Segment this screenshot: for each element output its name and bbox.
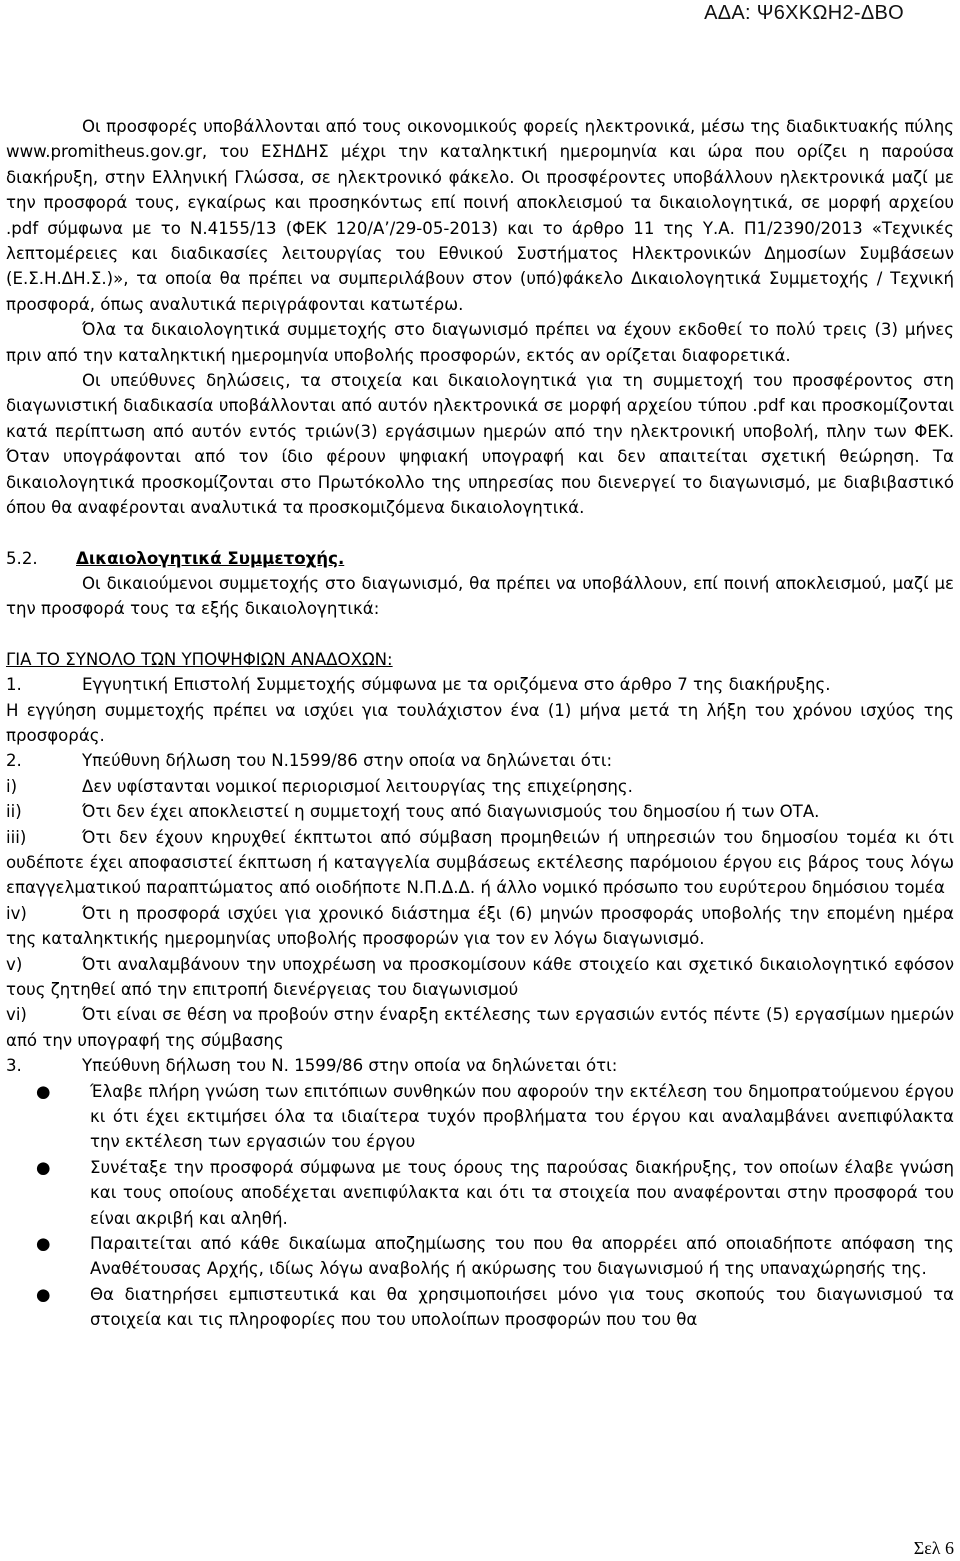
roman-item-v (6, 952, 954, 1003)
roman-label: iii) (6, 827, 27, 847)
spacer (6, 622, 954, 647)
bullet-text: Θα διατηρήσει εμπιστευτικά και θα χρησιμοποιήσει μόνο για τους σκοπούς του διαγωνισμού τα στοιχεία και τις πληροφορίες που του υπολοίπων προσφορών που του θα (90, 1284, 954, 1330)
numbered-item-2 (6, 748, 954, 773)
bullet-icon: ● (36, 1081, 51, 1101)
roman-item-i (6, 774, 954, 799)
bullet-item (6, 1231, 954, 1282)
item-text: Υπεύθυνη δήλωση του Ν. 1599/86 στην οποία να δηλώνεται ότι: (82, 1056, 618, 1076)
roman-label: i) (6, 776, 18, 796)
document-ada-code: ΑΔΑ: Ψ6ΧΚΩΗ2-ΔΒΟ (704, 2, 904, 24)
roman-item-vi (6, 1002, 954, 1053)
paragraph-validity: Όλα τα δικαιολογητικά συμμετοχής στο διαγωνισμό πρέπει να έχουν εκδοθεί το πολύ τρεις (3) μήνες πριν από την καταληκτική ημερομηνία υποβολής προσφορών, εκτός αν ορίζεται διαφορετικά. (6, 320, 954, 365)
item-text: Υπεύθυνη δήλωση του Ν.1599/86 στην οποία να δηλώνεται ότι: (82, 751, 613, 771)
item-number: 1. (6, 675, 22, 695)
roman-text: Ότι δεν έχουν κηρυχθεί έκπτωτοι από σύμβαση προμηθειών ή υπηρεσιών του δημοσίου τομέα κι ότι ουδέποτε έχει αποφασιστεί έκπτωση ή καταγγελία συμβάσεως εκτέλεσης παρόμοιου έργου εις βάρος τους λόγω επαγγελματικού παραπτώματος από οιοδήποτε Ν.Π.Δ.Δ. ή άλλο νομικό πρόσωπο του ευρύτερου δημόσιου τομέα (6, 827, 954, 898)
paragraph-declarations: Οι υπεύθυνες δηλώσεις, τα στοιχεία και δικαιολογητικά για τη συμμετοχή του προσφέροντος στη διαγωνιστική διαδικασία υποβάλλονται από αυτόν ηλεκτρονικά σε μορφή αρχείου τύπου .pdf και προσκομίζονται κατά περίπτωση από αυτόν εντός τριών(3) εργάσιμων ημερών από την ηλεκτρονική υποβολή, πλην των ΦΕΚ. Όταν υπογράφονται από τον ίδιο φέρουν ψηφιακή υπογραφή και δεν απαιτείται σχετική θεώρηση. Τα δικαιολογητικά προσκομίζονται στο Πρωτόκολλο της υπηρεσίας που διενεργεί το διαγωνισμό, με διαβιβαστικό όπου θα αναφέρονται αναλυτικά τα προσκομιζόμενα δικαιολογητικά. (6, 371, 955, 518)
roman-text: Ότι δεν έχει αποκλειστεί η συμμετοχή τους από διαγωνισμούς του δημοσίου ή των ΟΤΑ. (82, 802, 820, 822)
candidates-subheading: ΓΙΑ ΤΟ ΣΥΝΟΛΟ ΤΩΝ ΥΠΟΨΗΦΙΩΝ ΑΝΑΔΟΧΩΝ: (6, 649, 393, 669)
declaration-bullet-list (6, 1079, 954, 1333)
bullet-item (6, 1282, 954, 1333)
roman-label: vi) (6, 1005, 27, 1025)
roman-label: v) (6, 954, 23, 974)
bullet-item (6, 1155, 954, 1231)
roman-text: Ότι είναι σε θέση να προβούν στην έναρξη εκτέλεσης των εργασιών εντός πέντε (5) εργασίμων ημερών από την υπογραφή της σύμβασης (6, 1005, 954, 1050)
bullet-item (6, 1079, 954, 1155)
bullet-icon: ● (36, 1284, 51, 1304)
bullet-icon: ● (36, 1234, 51, 1254)
roman-text: Ότι η προσφορά ισχύει για χρονικό διάστημα έξι (6) μηνών προσφοράς υποβολής την επομένη ημέρα της καταληκτικής ημερομηνίας υποβολής προσφορών για τον εν λόγω διαγωνισμό. (6, 903, 954, 949)
bullet-text: Παραιτείται από κάθε δικαίωμα αποζημίωσης του που θα απορρέει από οποιαδήποτε απόφαση της Αναθέτουσας Αρχής, ιδίως λόγω αναβολής ή ακύρωσης του διαγωνισμού ή της υπαναχώρησής της. (90, 1234, 954, 1279)
roman-label: ii) (6, 802, 22, 822)
bullet-text: Συνέταξε την προσφορά σύμφωνα με τους όρους της παρούσας διακήρυξης, τον οποίων έλαβε γνώση και τους οποίους αποδέχεται ανεπιφύλακτα και ότι τα στοιχεία που αναφέρονται στην προσφορά του είναι ακριβή και αληθή. (90, 1157, 954, 1228)
roman-item-iv (6, 901, 954, 952)
section-heading (6, 546, 954, 571)
item-text: Εγγυητική Επιστολή Συμμετοχής σύμφωνα με τα οριζόμενα στο άρθρο 7 της διακήρυξης. (82, 675, 831, 695)
numbered-item-3 (6, 1053, 954, 1078)
paragraph-submission: Οι προσφορές υποβάλλονται από τους οικονομικούς φορείς ηλεκτρονικά, μέσω της διαδικτυακής πύλης www.promitheus.gov.gr, του ΕΣΗΔΗΣ μέχρι την καταληκτική ημερομηνία και ώρα που ορίζει η παρούσα διακήρυξη, στην Ελληνική Γλώσσα, σε ηλεκτρονικό φάκελο. Οι προσφέροντες υποβάλλουν ηλεκτρονικά μαζί με την προσφορά τους, εγκαίρως και προσηκόντως επί ποινή αποκλεισμού τα δικαιολογητικά, σε μορφή αρχείου .pdf σύμφωνα με το Ν.4155/13 (ΦΕΚ 120/Α’/29-05-2013) και το άρθρο 11 της Υ.Α. Π1/2390/2013 «Τεχνικές λεπτομέρειες και διαδικασίες λειτουργίας του Εθνικού Συστήματος Ηλεκτρονικών Δημοσίων Συμβάσεων (Ε.Σ.Η.ΔΗ.Σ.)», τα οποία θα πρέπει να συμπεριλάβουν στον (υπό)φάκελο Δικαιολογητικά Συμμετοχής / Τεχνική προσφορά, όπως αναλυτικά περιγράφονται κατωτέρω. (6, 117, 954, 314)
numbered-item-1 (6, 672, 954, 697)
roman-text: Δεν υφίστανται νομικοί περιορισμοί λειτουργίας της επιχείρησης. (82, 776, 633, 796)
section-intro: Οι δικαιούμενοι συμμετοχής στο διαγωνισμό, θα πρέπει να υποβάλλουν, επί ποινή αποκλεισμού, μαζί με την προσφορά τους τα εξής δικαιολογητικά: (6, 573, 954, 619)
roman-item-iii (6, 825, 954, 901)
item-number: 3. (6, 1056, 22, 1076)
section-title: Δικαιολογητικά Συμμετοχής. (76, 548, 345, 568)
page-number: Σελ 6 (913, 1538, 954, 1558)
roman-text: Ότι αναλαμβάνουν την υποχρέωση να προσκομίσουν κάθε στοιχείο και σχετικό δικαιολογητικό εφόσον τους ζητηθεί από την επιτροπή διενέργειας του διαγωνισμού (6, 954, 954, 999)
roman-label: iv) (6, 903, 27, 923)
roman-item-ii (6, 799, 954, 824)
item-number: 2. (6, 751, 22, 771)
spacer (6, 521, 954, 546)
bullet-icon: ● (36, 1157, 51, 1177)
document-body (6, 114, 954, 1333)
bullet-text: Έλαβε πλήρη γνώση των επιτόπιων συνθηκών που αφορούν την εκτέλεση του δημοπρατούμενου έργου κι ότι έχει εκτιμήσει όλα τα ιδιαίτερα τυχόν προβλήματα του έργου και αναλαμβάνει ανεπιφύλακτα την εκτέλεση των εργασιών του έργου (90, 1081, 954, 1152)
section-number: 5.2. (6, 548, 38, 568)
guarantee-note: Η εγγύηση συμμετοχής πρέπει να ισχύει για τουλάχιστον ένα (1) μήνα μετά τη λήξη του χρόνου ισχύος της προσφοράς. (6, 700, 954, 745)
